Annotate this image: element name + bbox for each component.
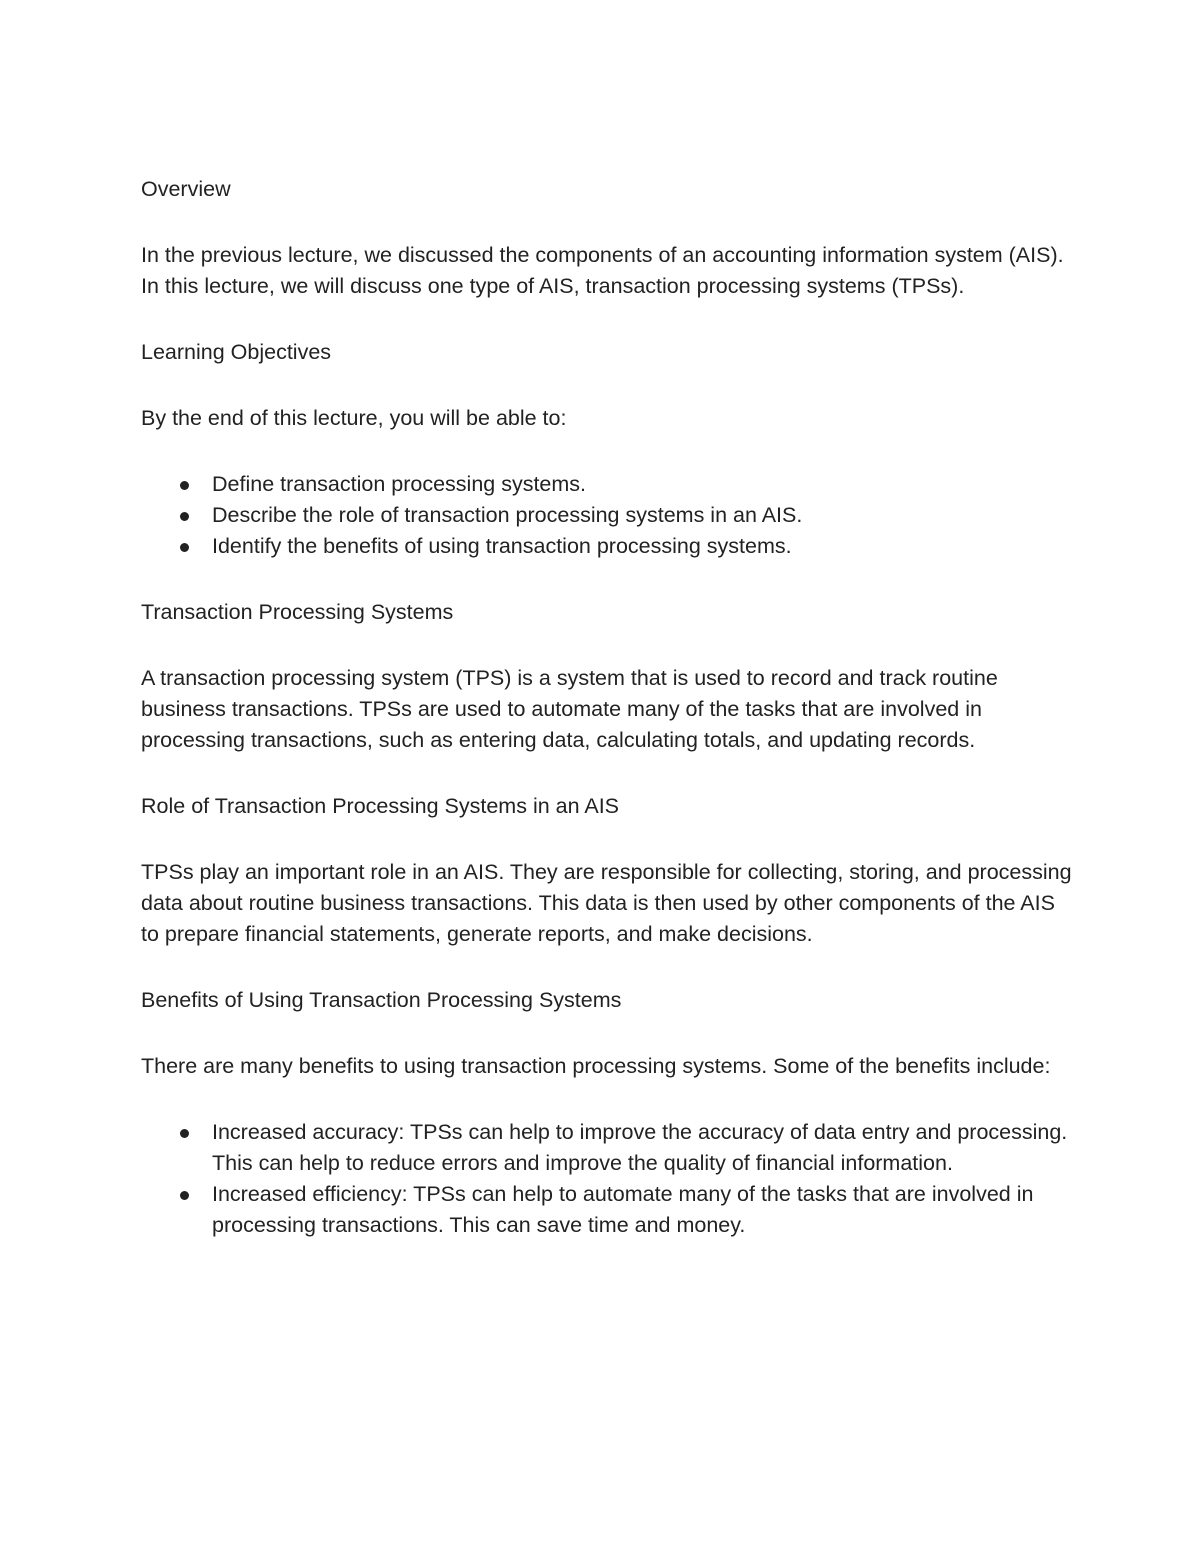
objectives-list xyxy=(141,469,1076,562)
objectives-intro: By the end of this lecture, you will be able to: xyxy=(141,406,567,430)
tps-heading: Transaction Processing Systems xyxy=(141,600,454,624)
document-page xyxy=(141,174,1076,1276)
role-paragraph: TPSs play an important role in an AIS. They are responsible for collecting, storing, and processing data about routine business transactions. This data is then used by other components of the AIS to prepare financial statements, generate reports, and make decisions. xyxy=(141,860,1072,946)
list-item xyxy=(141,1179,1076,1241)
list-item-text: Increased accuracy: TPSs can help to improve the accuracy of data entry and processing. This can help to reduce errors and improve the quality of financial information. xyxy=(212,1120,1068,1175)
list-item-text: Define transaction processing systems. xyxy=(212,472,587,496)
bullet-icon xyxy=(180,1191,189,1200)
role-heading: Role of Transaction Processing Systems in an AIS xyxy=(141,794,620,818)
bullet-icon xyxy=(180,543,189,552)
list-item xyxy=(141,500,1076,531)
list-item xyxy=(141,469,1076,500)
objectives-heading: Learning Objectives xyxy=(141,340,332,364)
list-item xyxy=(141,531,1076,562)
list-item-text: Describe the role of transaction processing systems in an AIS. xyxy=(212,503,803,527)
overview-paragraph: In the previous lecture, we discussed the components of an accounting information system (AIS). In this lecture, we will discuss one type of AIS, transaction processing systems (TPSs). xyxy=(141,243,1064,298)
bullet-icon xyxy=(180,1129,189,1138)
list-item-text: Identify the benefits of using transaction processing systems. xyxy=(212,534,792,558)
benefits-list xyxy=(141,1117,1076,1241)
overview-heading: Overview xyxy=(141,177,231,201)
list-item-text: Increased efficiency: TPSs can help to automate many of the tasks that are involved in processing transactions. This can save time and money. xyxy=(212,1182,1034,1237)
benefits-intro: There are many benefits to using transaction processing systems. Some of the benefits include: xyxy=(141,1054,1051,1078)
bullet-icon xyxy=(180,512,189,521)
bullet-icon xyxy=(180,481,189,490)
list-item xyxy=(141,1117,1076,1179)
benefits-heading: Benefits of Using Transaction Processing Systems xyxy=(141,988,622,1012)
tps-paragraph: A transaction processing system (TPS) is a system that is used to record and track routine business transactions. TPSs are used to automate many of the tasks that are involved in processing transactions, such as entering data, calculating totals, and updating records. xyxy=(141,666,998,752)
